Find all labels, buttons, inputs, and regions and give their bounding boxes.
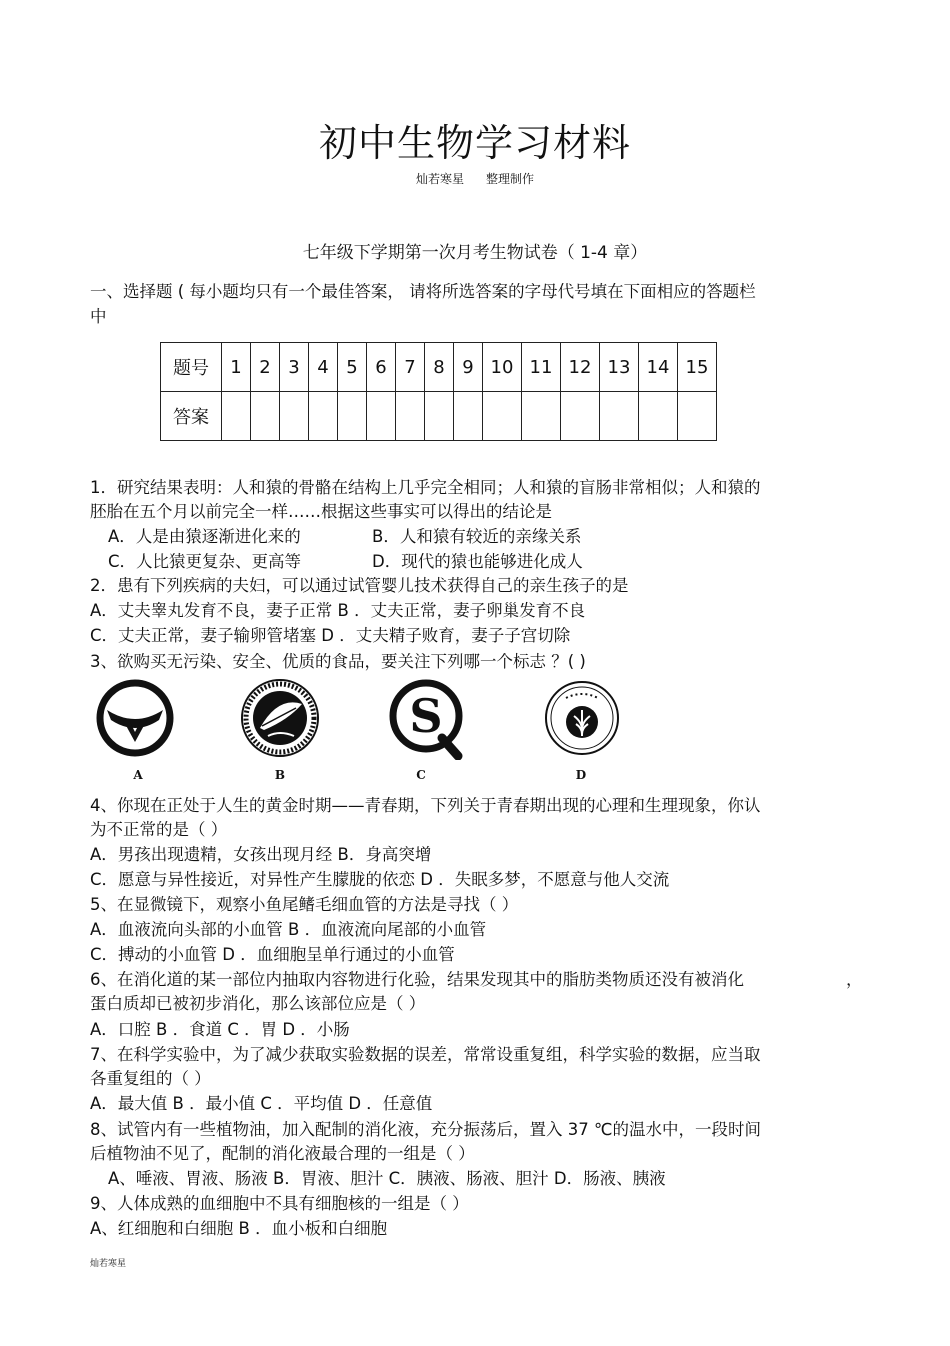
q2-options-ab: A．丈夫睾丸发育不良，妻子正常 B ．丈夫正常，妻子卵巢发育不良 bbox=[90, 601, 586, 620]
q1-option-b: B．人和猿有较近的亲缘关系 bbox=[372, 527, 582, 546]
q4-stem-line1: 4、你现在正处于人生的黄金时期——青春期，下列关于青春期出现的心理和生理现象，你认 bbox=[90, 796, 761, 815]
q6-stem-line2: 蛋白质却已被初步消化，那么该部位应是（ ） bbox=[90, 994, 426, 1013]
made-by: 整理制作 bbox=[486, 172, 535, 186]
logo-c-icon bbox=[384, 676, 468, 760]
q5-options-cd: C．搏动的小血管 D ．血细胞呈单行通过的小血管 bbox=[90, 945, 455, 964]
answer-cell bbox=[222, 392, 251, 441]
answer-table-answer-row bbox=[161, 392, 717, 441]
q1-stem-line2: 胚胎在五个月以前完全一样……根据这些事实可以得出的结论是 bbox=[90, 502, 552, 521]
q5-stem: 5、在显微镜下，观察小鱼尾鳍毛细血管的方法是寻找（ ） bbox=[90, 895, 519, 914]
table-num: 10 bbox=[483, 343, 522, 392]
answer-cell bbox=[396, 392, 425, 441]
exam-title: 七年级下学期第一次月考生物试卷（ 1-4 章） bbox=[302, 243, 648, 263]
table-num: 14 bbox=[639, 343, 678, 392]
table-num: 7 bbox=[396, 343, 425, 392]
q1-option-d: D．现代的猿也能够进化成人 bbox=[372, 552, 583, 571]
answer-cell bbox=[561, 392, 600, 441]
q7-options: A．最大值 B ．最小值 C ．平均值 D ．任意值 bbox=[90, 1094, 433, 1113]
table-num: 13 bbox=[600, 343, 639, 392]
answer-cell bbox=[483, 392, 522, 441]
logo-label-c: C bbox=[416, 768, 426, 782]
q7-stem-line1: 7、在科学实验中，为了减少获取实验数据的误差，常常设重复组，科学实验的数据，应当取 bbox=[90, 1045, 761, 1064]
table-num: 5 bbox=[338, 343, 367, 392]
answer-cell bbox=[600, 392, 639, 441]
logo-b-icon bbox=[238, 676, 322, 760]
table-num: 12 bbox=[561, 343, 600, 392]
section-heading-line2: 中 bbox=[90, 307, 107, 326]
q8-options: A、唾液、胃液、肠液 B．胃液、胆汁 C．胰液、肠液、胆汁 D．肠液、胰液 bbox=[108, 1169, 666, 1188]
q8-stem-line1: 8、试管内有一些植物油，加入配制的消化液，充分振荡后，置入 37 ℃的温水中，一段时间 bbox=[90, 1120, 762, 1139]
answer-table bbox=[160, 342, 717, 441]
answer-cell bbox=[678, 392, 717, 441]
table-num: 2 bbox=[251, 343, 280, 392]
logo-label-d: D bbox=[575, 768, 587, 782]
table-num: 4 bbox=[309, 343, 338, 392]
answer-cell bbox=[522, 392, 561, 441]
q1-option-c: C．人比猿更复杂、更高等 bbox=[108, 552, 302, 571]
logo-d-icon bbox=[540, 676, 624, 760]
page-title: 初中生物学习材料 bbox=[318, 121, 631, 165]
table-num: 3 bbox=[280, 343, 309, 392]
answer-cell bbox=[454, 392, 483, 441]
section-heading-line1: 一、选择题 ( 每小题均只有一个最佳答案， 请将所选答案的字母代号填在下面相应的答题栏 bbox=[90, 282, 756, 301]
logo-label-a: A bbox=[133, 768, 143, 782]
page-footer: 灿若寒星 bbox=[90, 1259, 127, 1269]
table-num: 15 bbox=[678, 343, 717, 392]
q2-options-cd: C．丈夫正常，妻子输卵管堵塞 D ．丈夫精子败育，妻子子宫切除 bbox=[90, 626, 571, 645]
q9-stem: 9、人体成熟的血细胞中不具有细胞核的一组是（ ） bbox=[90, 1194, 469, 1213]
table-num: 6 bbox=[367, 343, 396, 392]
q8-stem-line2: 后植物油不见了，配制的消化液最合理的一组是（ ） bbox=[90, 1144, 475, 1163]
q2-stem: 2．患有下列疾病的夫妇，可以通过试管婴儿技术获得自己的亲生孩子的是 bbox=[90, 576, 629, 595]
q7-stem-line2: 各重复组的（ ） bbox=[90, 1069, 211, 1088]
table-label-number: 题号 bbox=[161, 343, 222, 392]
subtitle bbox=[0, 170, 950, 187]
answer-cell bbox=[251, 392, 280, 441]
author-name: 灿若寒星 bbox=[415, 172, 464, 186]
table-label-answer: 答案 bbox=[161, 392, 222, 441]
svg-text:S: S bbox=[409, 689, 443, 743]
answer-cell bbox=[639, 392, 678, 441]
answer-cell bbox=[309, 392, 338, 441]
logo-label-b: B bbox=[274, 768, 286, 782]
table-num: 11 bbox=[522, 343, 561, 392]
answer-cell bbox=[367, 392, 396, 441]
table-num: 9 bbox=[454, 343, 483, 392]
q6-comma: ， bbox=[846, 970, 863, 989]
q1-stem-line1: 1．研究结果表明：人和猿的骨骼在结构上几乎完全相同；人和猿的盲肠非常相似；人和猿的 bbox=[90, 478, 761, 497]
q6-stem-line1: 6、在消化道的某一部位内抽取内容物进行化验，结果发现其中的脂肪类物质还没有被消化 bbox=[90, 970, 744, 989]
q1-option-a: A．人是由猿逐渐进化来的 bbox=[108, 527, 301, 546]
q5-options-ab: A．血液流向头部的小血管 B ．血液流向尾部的小血管 bbox=[90, 920, 487, 939]
q3-stem: 3、欲购买无污染、安全、优质的食品，要关注下列哪一个标志 ？( ) bbox=[90, 652, 586, 671]
q4-options-cd: C．愿意与异性接近，对异性产生朦胧的依恋 D ．失眠多梦，不愿意与他人交流 bbox=[90, 870, 670, 889]
answer-cell bbox=[280, 392, 309, 441]
table-num: 8 bbox=[425, 343, 454, 392]
answer-cell bbox=[425, 392, 454, 441]
answer-table-header-row bbox=[161, 343, 717, 392]
q9-options-ab: A、红细胞和白细胞 B ．血小板和白细胞 bbox=[90, 1219, 388, 1238]
logo-a-icon bbox=[93, 676, 177, 760]
q4-options-ab: A．男孩出现遗精，女孩出现月经 B．身高突增 bbox=[90, 845, 432, 864]
table-num: 1 bbox=[222, 343, 251, 392]
answer-cell bbox=[338, 392, 367, 441]
q4-stem-line2: 为不正常的是（ ） bbox=[90, 820, 228, 839]
q6-options: A．口腔 B ．食道 C ．胃 D ．小肠 bbox=[90, 1020, 350, 1039]
